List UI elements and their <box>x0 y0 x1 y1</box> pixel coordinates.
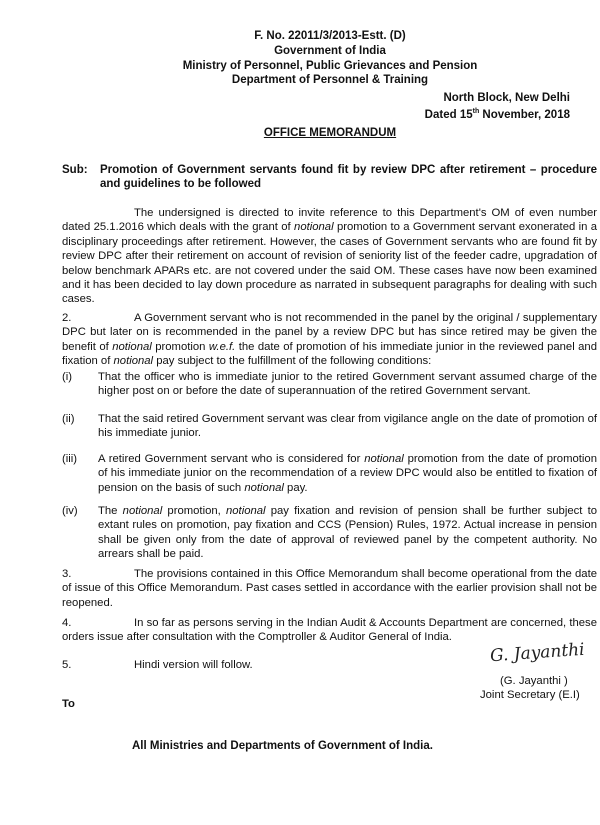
memo-title: OFFICE MEMORANDUM <box>263 127 397 139</box>
paragraph-5: 5. Hindi version will follow. <box>62 659 253 671</box>
paragraph-3: 3. The provisions contained in this Office Memorandum shall become operational from the date of issue of this Office Memorandum. Past cases settled in accordance with the earlier provision shall not be reopened. <box>62 568 597 609</box>
condition-3: (iii) A retired Government servant who is considered for notional promotion from the date of promotion of his immediate junior on the recommendation of a review DPC would also be entitled to fixation of pension on the basis of such notional pay. <box>62 453 597 494</box>
condition-2: (ii) That the said retired Government servant was clear from vigilance angle on the date of promotion of his immediate junior. <box>62 413 597 440</box>
paragraph-1: The undersigned is directed to invite reference to this Department's OM of even number dated 25.1.2016 which deals with the grant of notional promotion to a Government servant exonerated in a disciplinary proceedings after retirement. However, the cases of Government servants who are found fit by review DPC after their retirement on account of revision of seniority list of the feeder cadre, upgradation of below benchmark APARs etc. are not covered under the said OM. These cases have now been examined and it has been decided to lay down procedure as narrated in subsequent paragraphs for dealing with such cases. <box>62 207 597 306</box>
subject: Sub: Promotion of Government servants found fit by review DPC after retirement – procedure and guidelines to be followed <box>62 164 597 191</box>
paragraph-4: 4. In so far as persons serving in the Indian Audit & Accounts Department are concerned, these orders issue after consultation with the Comptroller & Auditor General of India. <box>62 617 597 644</box>
signatory-designation: Joint Secretary (E.I) <box>480 689 580 701</box>
condition-4: (iv) The notional promotion, notional pay fixation and revision of pension shall be further subject to extant rules on promotion, pay fixation and CCS (Pension) Rules, 1972. Actual increase in pension shall be given only from the date of approval of reviewed panel by the competent authority. No arrears shall be paid. <box>62 505 598 561</box>
department: Department of Personnel & Training <box>231 74 429 86</box>
place: North Block, New Delhi <box>443 92 570 104</box>
condition-1: (i) That the officer who is immediate junior to the retired Government servant assumed charge of the higher post on or before the date of superannuation of the retired Government servant. <box>62 371 597 398</box>
ministry: Ministry of Personnel, Public Grievances and Pension <box>182 60 478 72</box>
to-label: To <box>62 698 75 710</box>
signature-image: G. Jayanthi <box>489 639 586 667</box>
file-number: F. No. 22011/3/2013-Estt. (D) <box>254 30 406 42</box>
government: Government of India <box>274 45 386 57</box>
paragraph-2: 2. A Government servant who is not recommended in the panel by the original / supplementary DPC but later on is recommended in the panel by a review DPC but has since retired may be given the benefit of notional promotion w.e.f. the date of promotion of his immediate junior in the reviewed panel and fixation of notional pay subject to the fulfillment of the following conditions: <box>62 312 598 368</box>
signatory-name: (G. Jayanthi ) <box>500 675 568 687</box>
date: Dated 15th November, 2018 <box>424 108 570 121</box>
recipients: All Ministries and Departments of Government of India. <box>132 740 433 752</box>
